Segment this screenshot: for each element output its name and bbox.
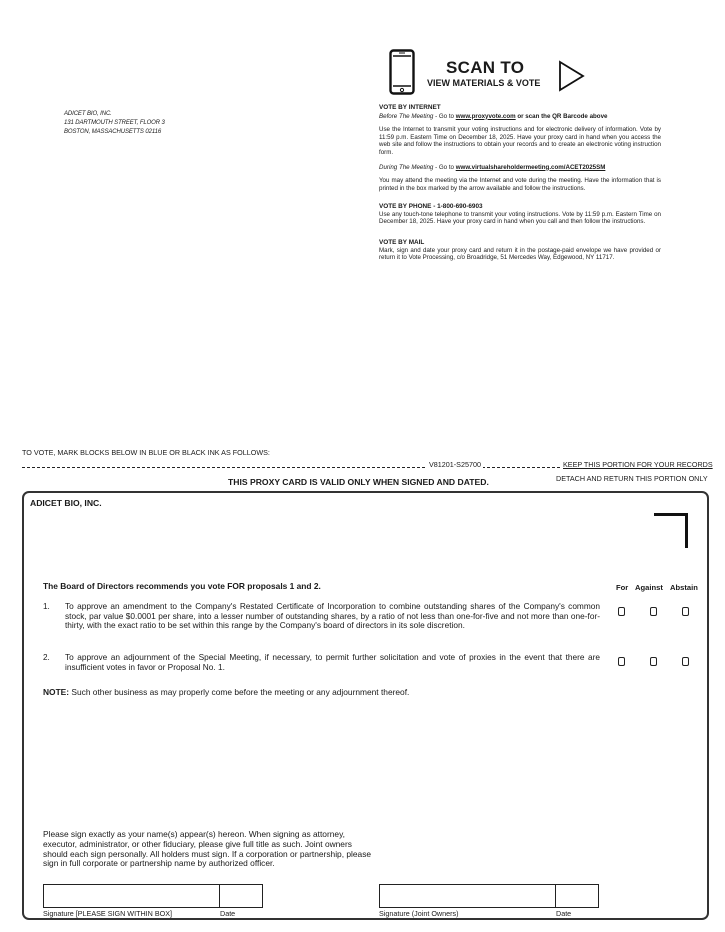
proposal-2-against-checkbox[interactable] — [650, 657, 657, 666]
sender-name: ADICET BIO, INC. — [64, 111, 112, 117]
card-company-name: ADICET BIO, INC. — [30, 498, 102, 508]
during-go-text: - Go to — [433, 163, 456, 171]
keep-portion-label: KEEP THIS PORTION FOR YOUR RECORDS — [563, 460, 713, 469]
mail-heading: VOTE BY MAIL — [379, 239, 425, 246]
note-label: NOTE: — [43, 687, 70, 697]
smartphone-icon — [389, 49, 415, 95]
scan-title: SCAN TO — [446, 58, 525, 77]
internet-heading: VOTE BY INTERNET — [379, 104, 441, 111]
validity-notice: THIS PROXY CARD IS VALID ONLY WHEN SIGNED AND DATED. — [228, 477, 489, 487]
column-for: For — [616, 583, 629, 592]
proposal-1-for-checkbox[interactable] — [618, 607, 625, 616]
vote-by-phone — [379, 203, 661, 226]
before-go-text: - Go to — [433, 112, 456, 120]
before-meeting-line — [379, 113, 661, 121]
virtual-meeting-link[interactable]: www.virtualshareholdermeeting.com/ACET2025SM — [455, 163, 606, 171]
vote-by-mail — [379, 239, 661, 262]
sender-street: 131 DARTMOUTH STREET, FLOOR 3 — [64, 120, 165, 126]
proposal-number: 1. — [43, 602, 50, 611]
note-text: Such other business as may properly come before the meeting or any adjournment thereof. — [69, 687, 410, 697]
registration-corner-mark — [654, 513, 688, 548]
proposal-1-against-checkbox[interactable] — [650, 607, 657, 616]
detach-portion-label: DETACH AND RETURN THIS PORTION ONLY — [556, 474, 708, 483]
ink-instruction: TO VOTE, MARK BLOCKS BELOW IN BLUE OR BLACK INK AS FOLLOWS: — [22, 448, 270, 457]
proposal-text: To approve an amendment to the Company's Restated Certificate of Incorporation to combine outstanding shares of the Company's common stock, par value $0.0001 per share, into a lesser number of outstanding shares, by a ratio of not less than one-for-five and not more than one-for-thirty, with the exact ratio to be set within this range by the Company's board of directors in its sole discretion. — [65, 601, 600, 631]
during-meeting-label: During The Meeting — [379, 163, 434, 171]
proposal-text: To approve an adjournment of the Special Meeting, if necessary, to permit further solicitation and vote of proxies in the event that there are insufficient votes in favor or Proposal No. 1. — [65, 652, 600, 672]
proposal-2-abstain-checkbox[interactable] — [682, 657, 689, 666]
vote-by-internet — [379, 104, 661, 192]
proposal-1-abstain-checkbox[interactable] — [682, 607, 689, 616]
joint-signature-label: Signature (Joint Owners) — [379, 909, 459, 918]
before-meeting-label: Before The Meeting — [379, 112, 434, 120]
proposal-number: 2. — [43, 653, 50, 662]
joint-signature-box[interactable] — [379, 884, 556, 908]
date-label: Date — [220, 909, 236, 918]
other-business-note — [43, 687, 409, 697]
during-meeting-body: You may attend the meeting via the Internet and vote during the meeting. Have the information that is printed in the box marked by the arrow available and follow the instructions. — [379, 177, 661, 192]
signature-box[interactable] — [43, 884, 220, 908]
during-meeting-line — [379, 164, 661, 172]
joint-date-box[interactable] — [555, 884, 599, 908]
phone-heading: VOTE BY PHONE - 1-800-690-6903 — [379, 203, 483, 210]
signing-instructions: Please sign exactly as your name(s) appear(s) hereon. When signing as attorney, executor, administrator, or other fiduciary, please give full title as such. Joint owners should each sign personally. All holders must sign. If a corporation or partnership, please sign in full corporate or partnership name by authorized officer. — [43, 829, 372, 869]
sender-city: BOSTON, MASSACHUSETTS 02116 — [64, 129, 162, 135]
board-recommendation: The Board of Directors recommends you vote FOR proposals 1 and 2. — [43, 581, 321, 591]
column-abstain: Abstain — [670, 583, 698, 592]
signature-label: Signature [PLEASE SIGN WITHIN BOX] — [43, 909, 173, 918]
column-against: Against — [635, 583, 663, 592]
before-meeting-body: Use the Internet to transmit your voting instructions and for electronic delivery of information. Vote by 11:59 p.m. Eastern Time on December 18, 2025. Have your proxy card in hand when you access the web site and follow the instructions to obtain your records and to create an electronic voting instruction form. — [379, 126, 661, 156]
proxyvote-link[interactable]: www.proxyvote.com — [455, 112, 516, 120]
scan-subtitle: VIEW MATERIALS & VOTE — [427, 78, 541, 88]
triangle-arrow-icon — [558, 60, 586, 92]
qr-text: or scan the QR Barcode above — [515, 112, 608, 120]
control-code: V81201-S25700 — [429, 460, 481, 469]
sender-address — [64, 110, 165, 137]
mail-body: Mark, sign and date your proxy card and return it in the postage-paid envelope we have provided or return it to Vote Processing, c/o Broadridge, 51 Mercedes Way, Edgewood, NY 11717. — [379, 246, 661, 262]
proposal-2-for-checkbox[interactable] — [618, 657, 625, 666]
date-box[interactable] — [219, 884, 263, 908]
joint-date-label: Date — [556, 909, 572, 918]
phone-body: Use any touch-tone telephone to transmit your voting instructions. Vote by 11:59 p.m. Eastern Time on December 18, 2025. Have your proxy card in hand when you call and then follow the instructions. — [379, 210, 661, 226]
